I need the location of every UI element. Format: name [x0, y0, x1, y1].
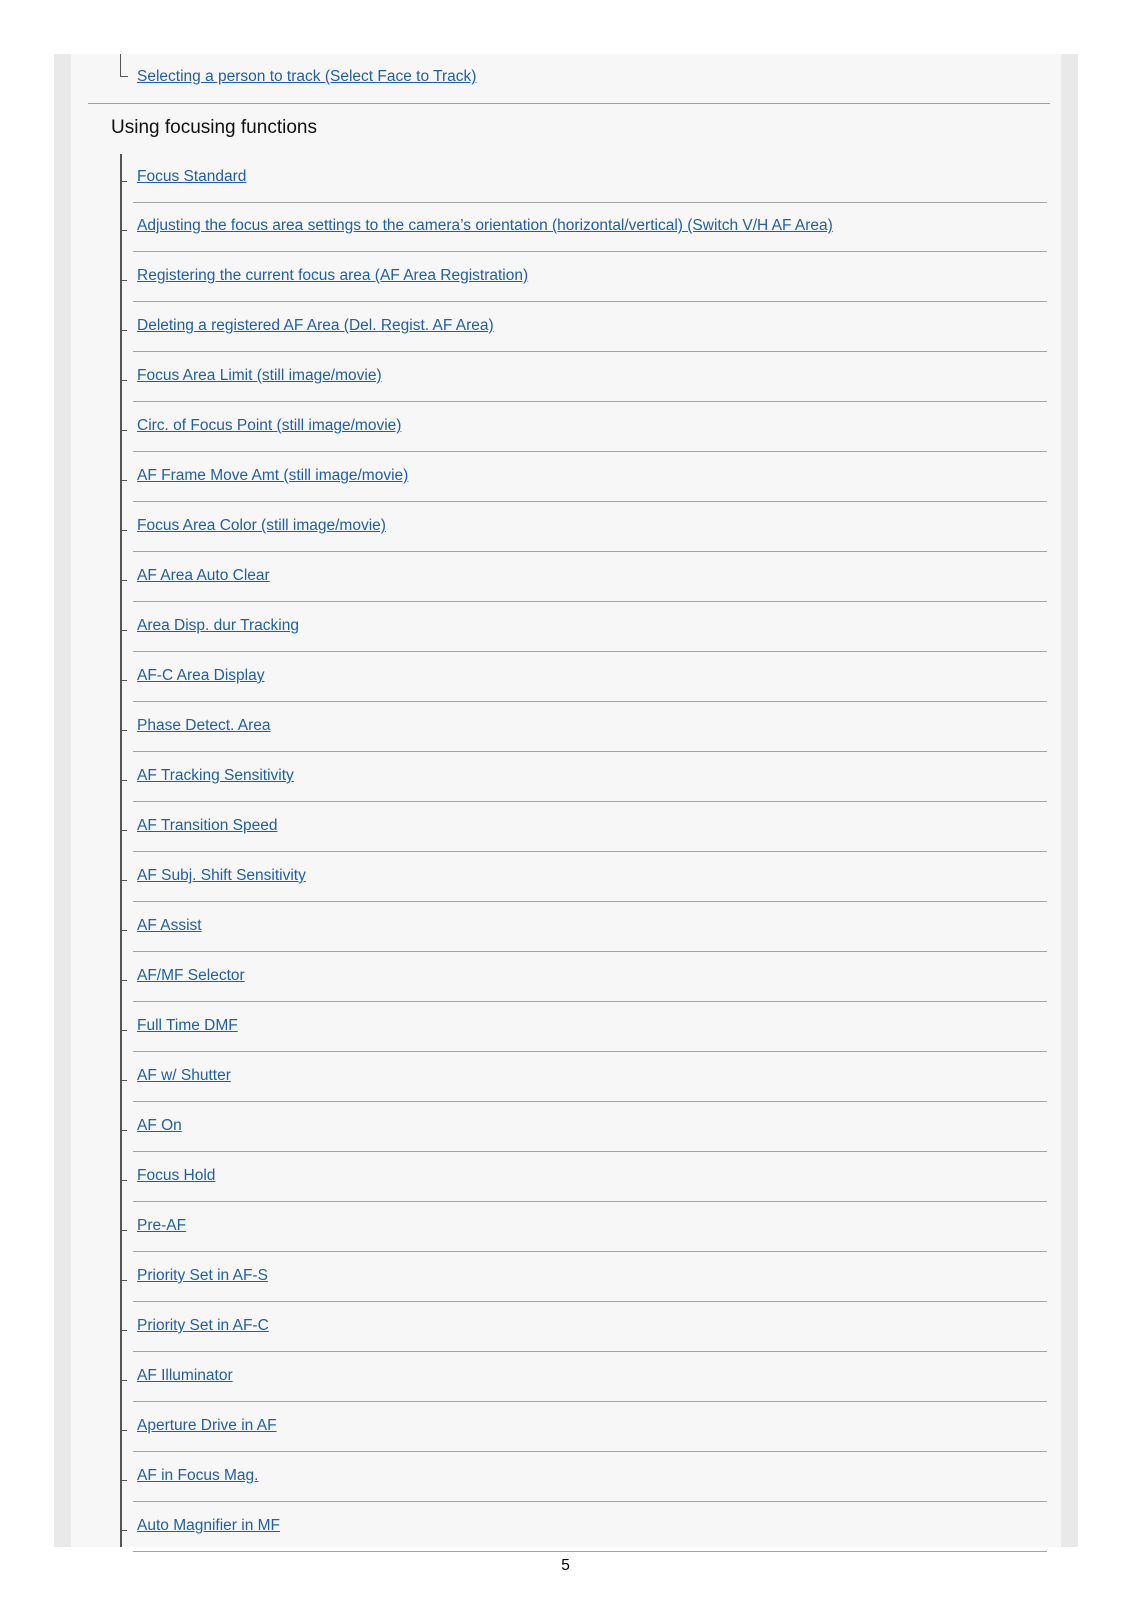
topic-link[interactable]: Priority Set in AF-C: [137, 1317, 269, 1334]
topic-link[interactable]: Deleting a registered AF Area (Del. Regist. AF Area): [137, 317, 494, 334]
tree-branch: [120, 280, 127, 281]
topic-link[interactable]: Aperture Drive in AF: [137, 1417, 277, 1434]
topic-link[interactable]: Auto Magnifier in MF: [137, 1517, 280, 1534]
tree-branch: [120, 980, 127, 981]
tree-branch: [120, 1530, 127, 1531]
topic-link[interactable]: AF Subj. Shift Sensitivity: [137, 867, 306, 884]
list-item: [0, 1149, 1131, 1199]
tree-branch: [120, 930, 127, 931]
list-item: [0, 1449, 1131, 1499]
list-item: [0, 649, 1131, 699]
tree-branch: [120, 1030, 127, 1031]
topic-link[interactable]: Focus Area Limit (still image/movie): [137, 367, 382, 384]
list-item: [0, 449, 1131, 499]
topic-link[interactable]: Focus Standard: [137, 168, 247, 185]
topic-link[interactable]: AF On: [137, 1117, 182, 1134]
topic-link[interactable]: AF w/ Shutter: [137, 1067, 231, 1084]
topic-link[interactable]: Focus Area Color (still image/movie): [137, 517, 386, 534]
list-item: [0, 349, 1131, 399]
list-item: [0, 949, 1131, 999]
topic-link[interactable]: AF Assist: [137, 917, 202, 934]
list-item: [0, 1199, 1131, 1249]
list-item: [0, 599, 1131, 649]
list-item: [0, 699, 1131, 749]
link-select-face-to-track[interactable]: Selecting a person to track (Select Face to Track): [137, 68, 477, 85]
tree-branch: [120, 630, 127, 631]
topic-link[interactable]: AF/MF Selector: [137, 967, 245, 984]
topic-list: [0, 150, 1131, 1549]
list-item: [0, 1099, 1131, 1149]
section-divider: [88, 103, 1050, 104]
list-item: [0, 999, 1131, 1049]
tree-branch: [120, 1380, 127, 1381]
tree-branch: [120, 480, 127, 481]
list-item: [0, 549, 1131, 599]
tree-branch: [120, 1280, 127, 1281]
topic-link[interactable]: AF in Focus Mag.: [137, 1467, 259, 1484]
tree-line-top: [120, 54, 121, 76]
tree-branch: [120, 780, 127, 781]
tree-branch: [120, 330, 127, 331]
topic-link[interactable]: AF Frame Move Amt (still image/movie): [137, 467, 409, 484]
list-item: [0, 399, 1131, 449]
list-item: [0, 1249, 1131, 1299]
topic-link[interactable]: AF Area Auto Clear: [137, 567, 270, 584]
section-heading: Using focusing functions: [111, 117, 317, 138]
list-item: [0, 1299, 1131, 1349]
tree-branch: [120, 1230, 127, 1231]
topic-link[interactable]: AF-C Area Display: [137, 667, 265, 684]
topic-link[interactable]: AF Illuminator: [137, 1367, 233, 1384]
list-item: [0, 249, 1131, 299]
tree-branch: [120, 1180, 127, 1181]
tree-branch: [120, 380, 127, 381]
tree-branch: [120, 1430, 127, 1431]
list-item: [0, 1349, 1131, 1399]
list-item: [0, 749, 1131, 799]
topic-link[interactable]: Priority Set in AF-S: [137, 1267, 268, 1284]
tree-branch: [120, 730, 127, 731]
topic-link[interactable]: AF Transition Speed: [137, 817, 278, 834]
tree-branch: [120, 830, 127, 831]
tree-branch: [120, 1130, 127, 1131]
page-number: 5: [561, 1557, 570, 1574]
tree-branch: [120, 181, 127, 182]
list-item: [0, 1399, 1131, 1449]
tree-branch: [120, 680, 127, 681]
list-item: [0, 499, 1131, 549]
tree-branch-top: [120, 76, 128, 77]
topic-link[interactable]: Registering the current focus area (AF Area Registration): [137, 267, 529, 284]
list-item: [0, 799, 1131, 849]
tree-branch: [120, 530, 127, 531]
row-divider: [133, 1551, 1047, 1552]
topic-link[interactable]: Area Disp. dur Tracking: [137, 617, 299, 634]
topic-link[interactable]: Phase Detect. Area: [137, 717, 271, 734]
tree-branch: [120, 580, 127, 581]
topic-link[interactable]: AF Tracking Sensitivity: [137, 767, 294, 784]
list-item: [0, 899, 1131, 949]
topic-link[interactable]: Adjusting the focus area settings to the camera’s orientation (horizontal/vertical) (Switch V/H AF Area): [137, 217, 833, 234]
topic-link[interactable]: Pre-AF: [137, 1217, 187, 1234]
tree-branch: [120, 1330, 127, 1331]
list-item: [0, 299, 1131, 349]
tree-branch: [120, 1480, 127, 1481]
topic-link[interactable]: Focus Hold: [137, 1167, 216, 1184]
list-item: [0, 849, 1131, 899]
tree-branch: [120, 430, 127, 431]
topic-link[interactable]: Circ. of Focus Point (still image/movie): [137, 417, 402, 434]
list-item: [0, 199, 1131, 249]
list-item: [0, 1499, 1131, 1549]
tree-branch: [120, 1080, 127, 1081]
tree-branch: [120, 230, 127, 231]
list-item: [0, 150, 1131, 199]
tree-branch: [120, 880, 127, 881]
topic-link[interactable]: Full Time DMF: [137, 1017, 238, 1034]
list-item: [0, 1049, 1131, 1099]
